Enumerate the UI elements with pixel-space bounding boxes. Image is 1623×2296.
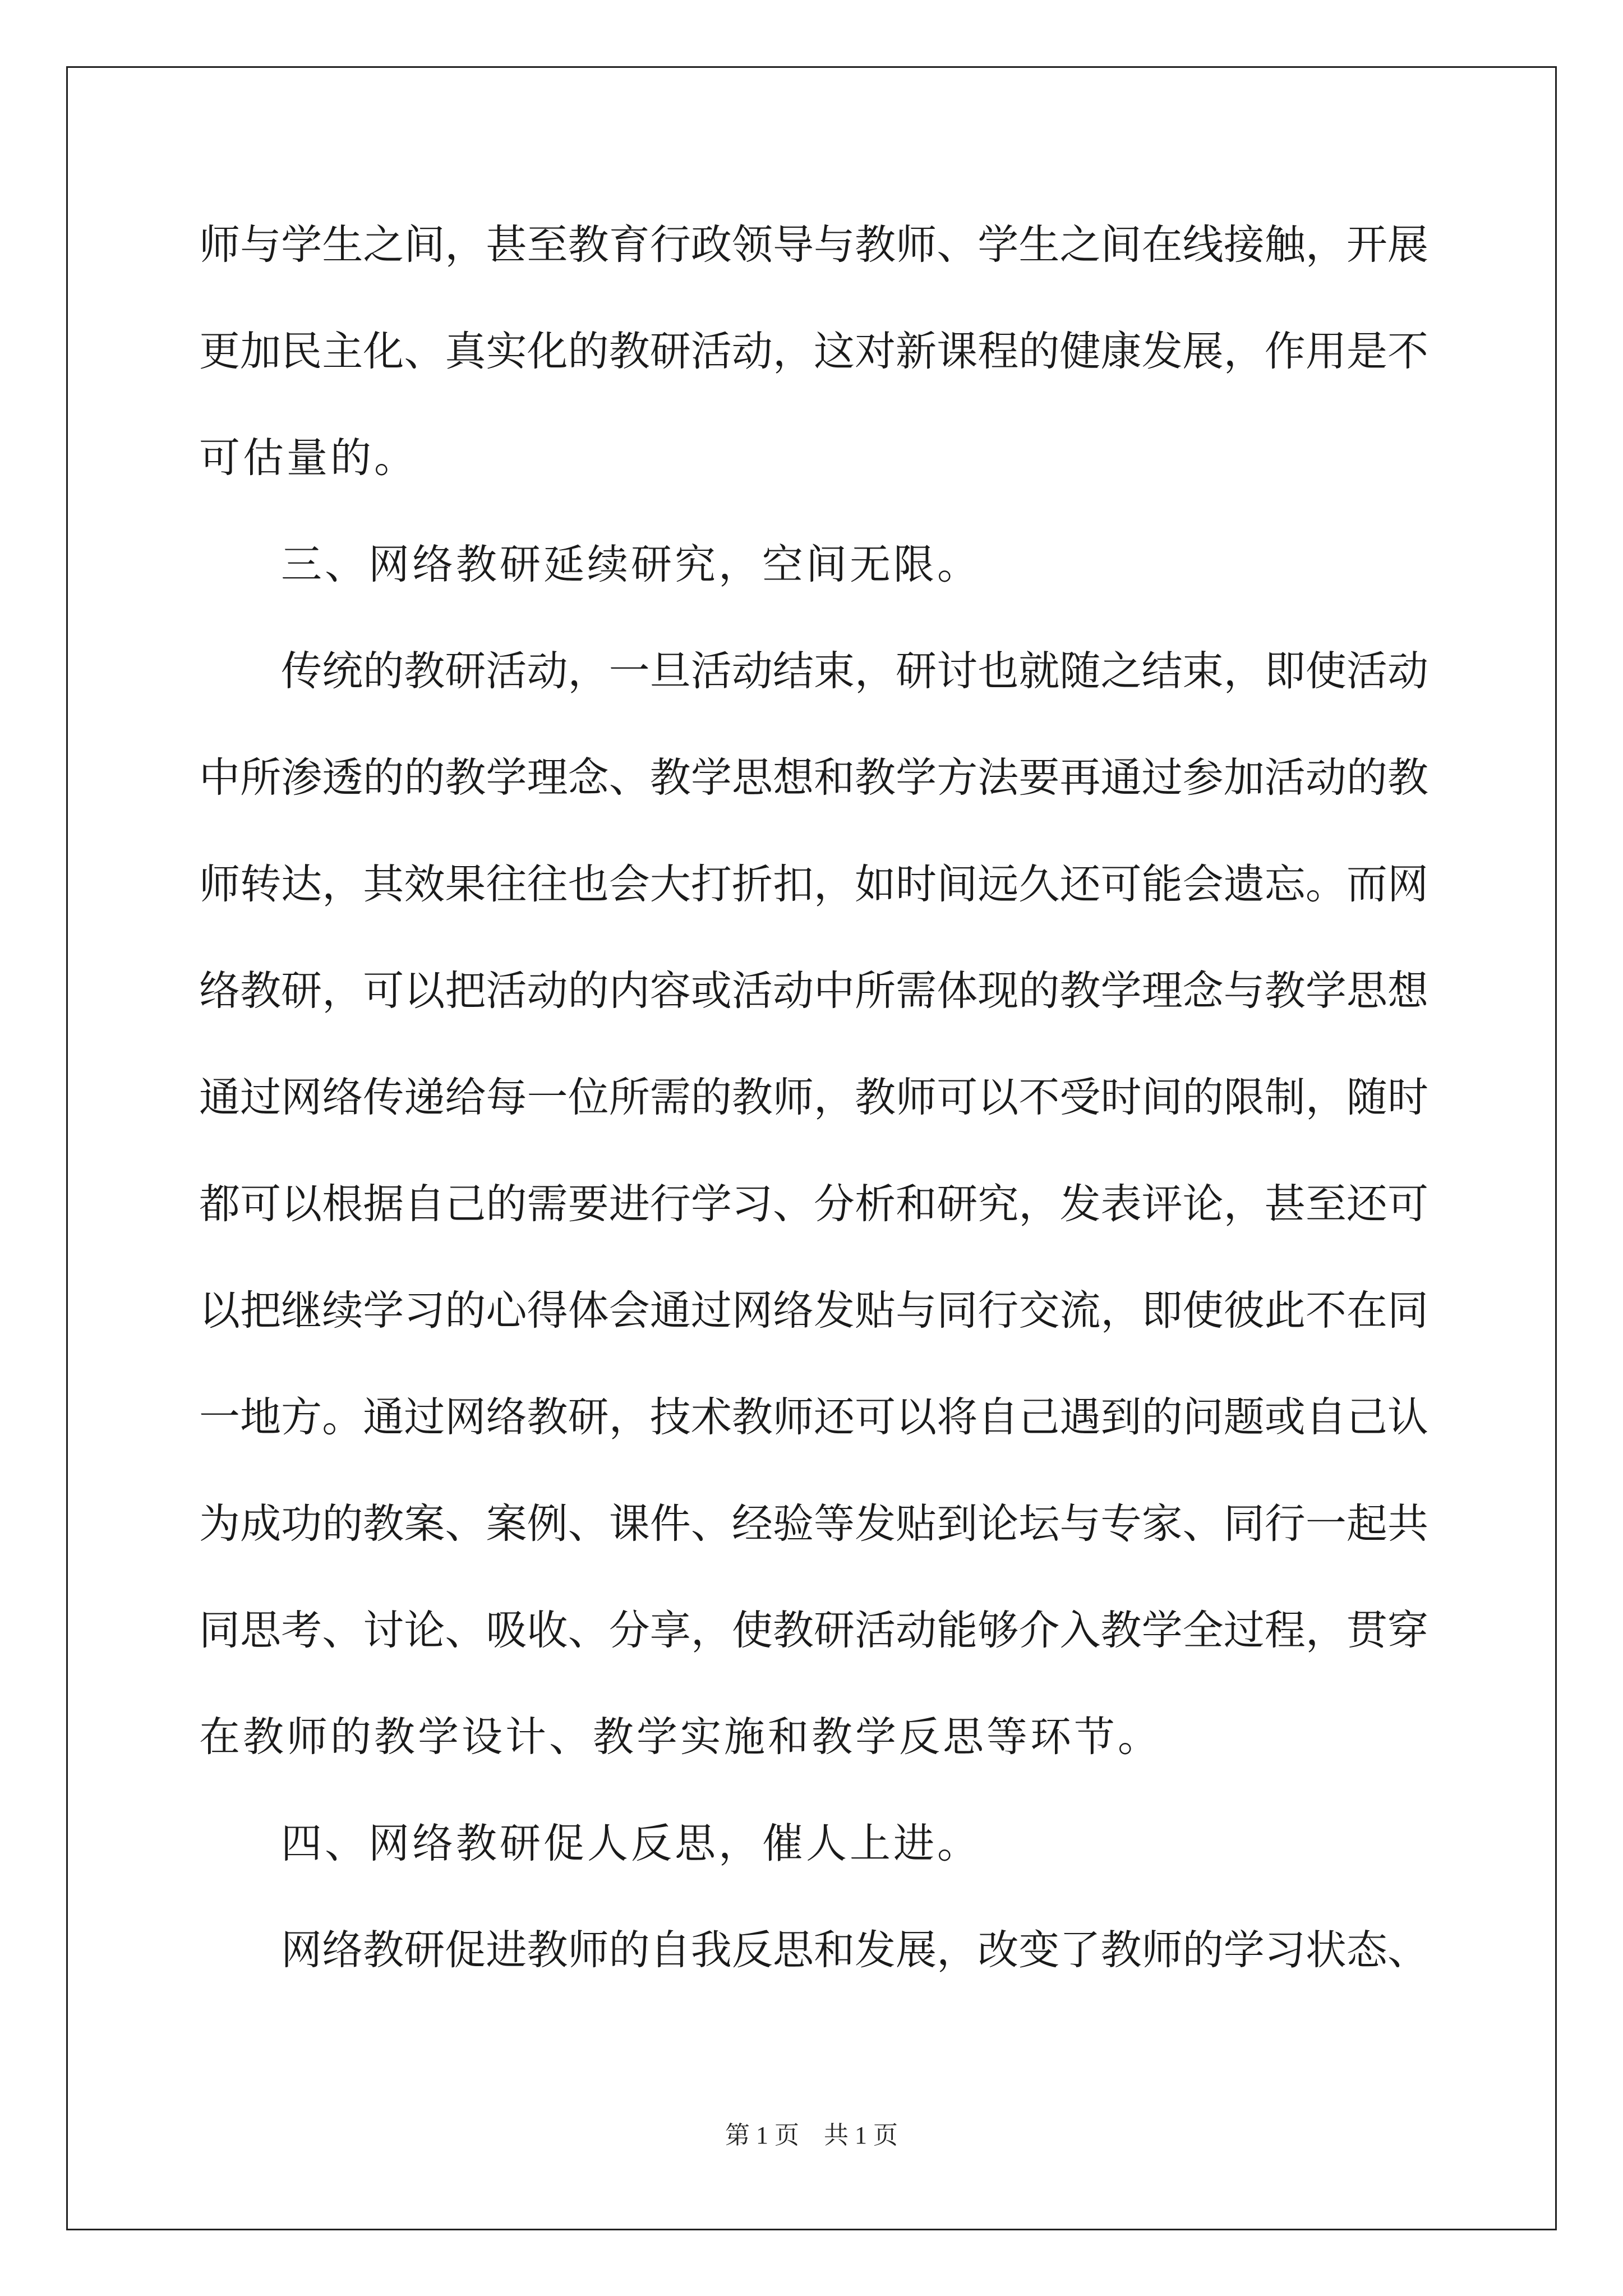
page-border: [66, 66, 1557, 2230]
text-line: 中所渗透的的教学理念、教学思想和教学方法要再通过参加活动的教: [199, 754, 1428, 802]
text-line: 络教研，可以把活动的内容或活动中所需体现的教学理念与教学思想: [199, 967, 1428, 1015]
text-line: 为成功的教案、案例、课件、经验等发贴到论坛与专家、同行一起共: [199, 1500, 1428, 1548]
text-line: 传统的教研活动，一旦活动结束，研讨也就随之结束，即使活动: [281, 647, 1428, 695]
text-line: 都可以根据自己的需要进行学习、分析和研究，发表评论，甚至还可: [199, 1180, 1428, 1228]
text-line: 在教师的教学设计、教学实施和教学反思等环节。: [199, 1713, 1161, 1761]
text-line: 师与学生之间，甚至教育行政领导与教师、学生之间在线接触，开展: [199, 221, 1428, 269]
page-footer: 第 1 页 共 1 页: [725, 2122, 898, 2149]
text-line: 一地方。通过网络教研，技术教师还可以将自己遇到的问题或自己认: [199, 1393, 1428, 1441]
text-line: 通过网络传递给每一位所需的教师，教师可以不受时间的限制，随时: [199, 1074, 1428, 1121]
text-line: 以把继续学习的心得体会通过网络发贴与同行交流，即使彼此不在同: [199, 1287, 1428, 1335]
section-heading: 四、网络教研促人反思，催人上进。: [281, 1820, 981, 1867]
text-line: 更加民主化、真实化的教研活动，这对新课程的健康发展，作用是不: [199, 328, 1428, 375]
text-line: 可估量的。: [199, 434, 418, 482]
section-heading: 三、网络教研延续研究，空间无限。: [281, 541, 981, 588]
text-line: 师转达，其效果往往也会大打折扣，如时间远久还可能会遗忘。而网: [199, 861, 1428, 908]
text-line: 同思考、讨论、吸收、分享，使教研活动能够介入教学全过程，贯穿: [199, 1607, 1428, 1654]
text-line: 网络教研促进教师的自我反思和发展，改变了教师的学习状态、: [281, 1926, 1428, 1974]
